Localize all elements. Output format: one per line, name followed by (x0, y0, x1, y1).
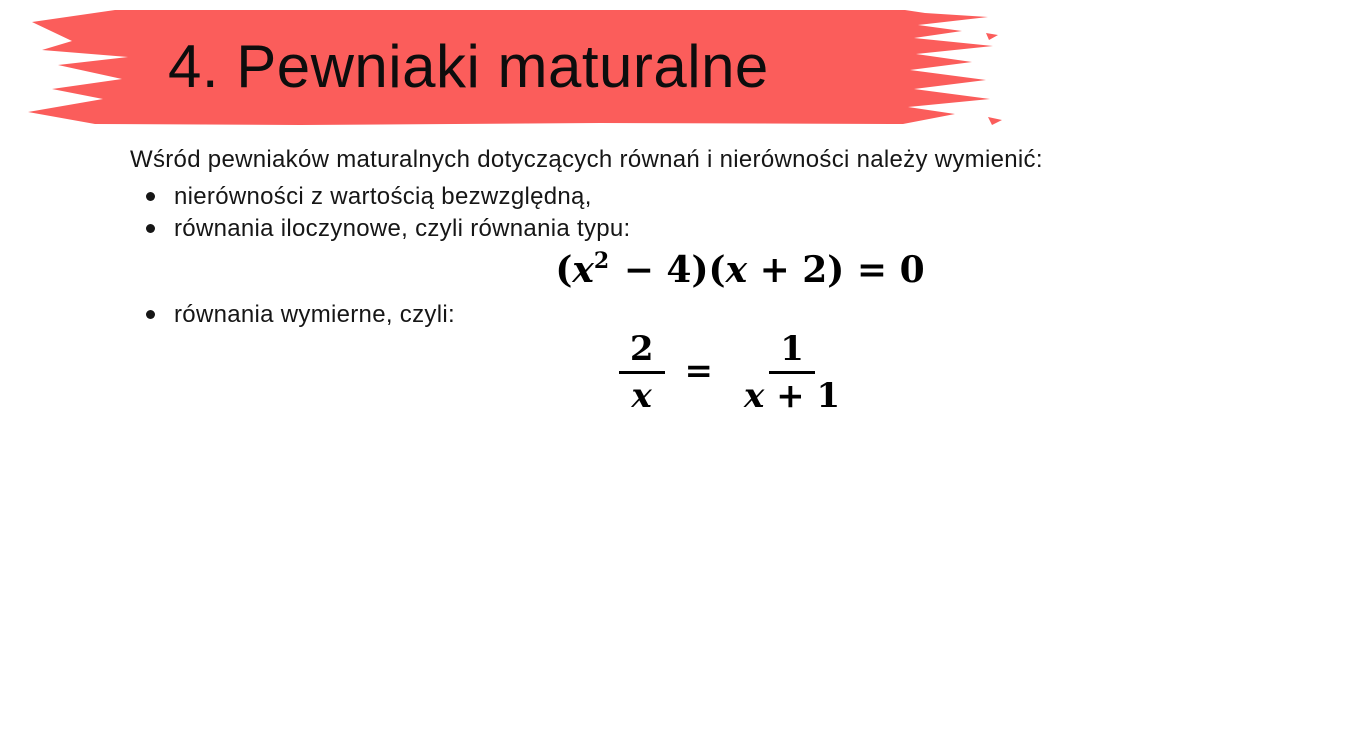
bullet-dot (146, 192, 155, 201)
formula-product-equation (390, 248, 1090, 291)
formula-token: + 1 (764, 376, 841, 416)
formula-token: + 2) = 0 (747, 249, 925, 291)
fraction-denominator (733, 374, 851, 415)
formula-variable: x (572, 249, 594, 291)
title-banner (0, 0, 1010, 132)
bullet-label: równania iloczynowe, czyli równania typu: (174, 215, 631, 242)
intro-text: Wśród pewniaków maturalnych dotyczących równań i nierówności należy wymienić: (130, 146, 1043, 173)
fraction-right (733, 330, 851, 415)
formula-exponent: 2 (593, 248, 610, 274)
formula-rational-equation (385, 330, 1085, 415)
fraction-denominator: x (631, 376, 652, 416)
formula-token: − 4)( (611, 249, 726, 291)
brush-speck-bottom-right (988, 117, 1002, 125)
bullet-item-absolute-value (146, 183, 592, 211)
slide-title: 4. Pewniaki maturalne (168, 33, 769, 100)
bullet-item-rational-equations (146, 301, 455, 329)
bullet-dot (146, 224, 155, 233)
formula-token: ( (555, 249, 573, 291)
fraction-left (619, 330, 665, 415)
bullet-label: nierówności z wartością bezwzględną, (174, 183, 592, 210)
fraction-numerator: 2 (619, 330, 665, 374)
formula-variable: x (744, 376, 765, 416)
formula-variable: x (725, 249, 748, 291)
equals-sign: = (684, 350, 714, 391)
brush-speck-top-right (986, 33, 998, 40)
bullet-label: równania wymierne, czyli: (174, 301, 455, 328)
bullet-item-product-equations (146, 215, 631, 243)
bullet-dot (146, 310, 155, 319)
fraction-numerator: 1 (769, 330, 815, 374)
